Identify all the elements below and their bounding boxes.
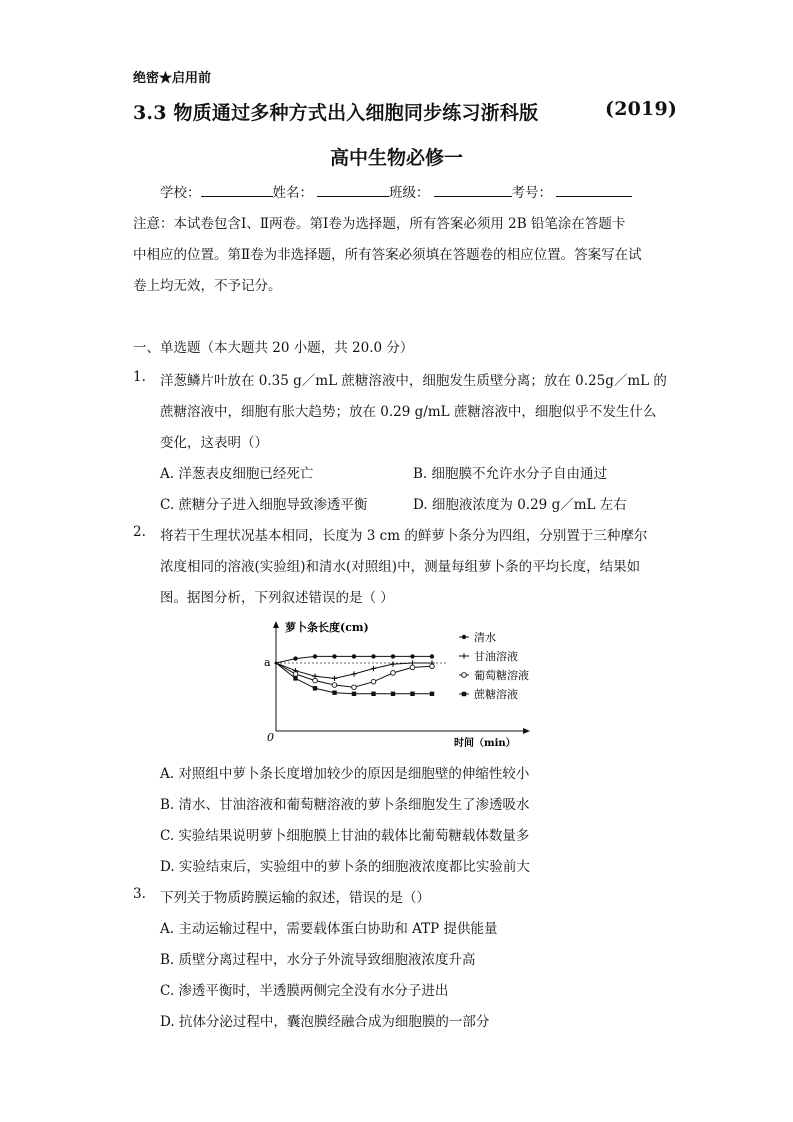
question-number: 1. [133, 369, 146, 385]
data-point [332, 691, 336, 695]
baseline-label: a [264, 656, 271, 669]
option-d[interactable]: D. 实验结束后，实验组中的萝卜条的细胞液浓度都比实验前大 [160, 859, 530, 875]
x-axis-arrow [523, 728, 530, 734]
legend-marker [461, 653, 466, 658]
question-text-line: 下列关于物质跨膜运输的叙述，错误的是（） [160, 890, 430, 906]
data-point [390, 662, 395, 667]
question-text-line: 洋葱鳞片叶放在 0.35 g／mL 蔗糖溶液中，细胞发生质壁分离；放在 0.25g／mL 的 [160, 373, 667, 389]
option-d[interactable]: D. 细胞液浓度为 0.29 g／mL 左右 [413, 497, 627, 513]
option-c[interactable]: C. 渗透平衡时，半透膜两侧完全没有水分子进出 [160, 983, 449, 999]
question-text-line: 浓度相同的溶液(实验组)和清水(对照组)中，测量每组萝卜条的平均长度，结果如 [160, 559, 641, 575]
radish-length-chart [255, 615, 555, 755]
legend-label: 蔗糖溶液 [474, 688, 518, 701]
option-c[interactable]: C. 实验结果说明萝卜细胞膜上甘油的载体比葡萄糖载体数量多 [160, 828, 530, 844]
class-label: 班级： [389, 185, 430, 201]
legend-marker [462, 692, 466, 696]
option-d[interactable]: D. 抗体分泌过程中，囊泡膜经融合成为细胞膜的一部分 [160, 1014, 490, 1030]
title-line-1 [133, 98, 678, 125]
question-text-line: 变化，这表明（） [160, 435, 268, 451]
name-blank[interactable] [317, 184, 389, 197]
data-point [351, 671, 356, 676]
title-line-2: 高中生物必修一 [329, 147, 463, 169]
start-point [275, 662, 278, 665]
data-point [430, 692, 434, 696]
data-point [430, 654, 434, 658]
y-axis-label: 萝卜条长度(cm) [285, 621, 369, 634]
data-point [293, 672, 298, 677]
notice-line: 中相应的位置。第Ⅱ卷为非选择题，所有答案必须填在答题卷的相应位置。答案写在试 [133, 247, 642, 263]
notice-line: 卷上均无效，不予记分。 [133, 278, 282, 294]
school-label: 学校： [160, 185, 201, 201]
x-axis-label: 时间（min） [454, 738, 516, 749]
legend-item [459, 668, 529, 682]
data-point [313, 678, 318, 683]
data-point [352, 654, 356, 658]
data-point [352, 692, 356, 696]
data-point [332, 654, 336, 658]
data-point [410, 692, 414, 696]
question-text-line: 蔗糖溶液中，细胞有胀大趋势；放在 0.29 g/mL 蔗糖溶液中，细胞似乎不发生什么 [160, 404, 657, 420]
question-number: 3. [133, 886, 146, 902]
data-point [371, 654, 375, 658]
data-point [293, 656, 297, 660]
section-heading: 一、单选题（本大题共 20 小题，共 20.0 分） [133, 340, 414, 356]
option-a[interactable]: A. 洋葱表皮细胞已经死亡 [160, 466, 314, 482]
legend-item [459, 687, 518, 701]
option-b[interactable]: B. 细胞膜不允许水分子自由通过 [413, 466, 608, 482]
legend [459, 630, 529, 701]
question-text-line: 图。据图分析，下列叙述错误的是（ ） [160, 590, 394, 606]
option-c[interactable]: C. 蔗糖分子进入细胞导致渗透平衡 [160, 497, 368, 513]
data-point [371, 666, 376, 671]
legend-marker [462, 673, 467, 678]
name-label: 姓名： [272, 185, 313, 201]
origin-label: 0 [267, 731, 274, 744]
data-point [371, 679, 376, 684]
data-point [410, 665, 415, 670]
exam-no-label: 考号： [511, 185, 552, 201]
legend-label: 葡萄糖溶液 [474, 669, 529, 682]
exam-no-blank[interactable] [556, 184, 632, 197]
data-point [313, 654, 317, 658]
option-a[interactable]: A. 对照组中萝卜条长度增加较少的原因是细胞壁的伸缩性较小 [160, 766, 530, 782]
legend-item [459, 649, 518, 663]
data-point [332, 683, 337, 688]
series-2 [276, 660, 435, 681]
data-point [391, 692, 395, 696]
data-point [391, 654, 395, 658]
data-point [371, 692, 375, 696]
data-point [332, 676, 337, 681]
title-year: (2019) [605, 98, 678, 120]
question-number: 2. [133, 524, 146, 540]
notice-line: 注意：本试卷包含Ⅰ、Ⅱ两卷。第Ⅰ卷为选择题，所有答案必须用 2B 铅笔涂在答题卡 [133, 216, 626, 232]
option-a[interactable]: A. 主动运输过程中，需要载体蛋白协助和 ATP 提供能量 [160, 921, 498, 937]
student-info-line [160, 181, 632, 201]
y-axis-arrow [273, 621, 279, 628]
confidential-label: 绝密★启用前 [133, 71, 212, 86]
legend-label: 清水 [474, 631, 496, 644]
school-blank[interactable] [201, 184, 273, 197]
option-b[interactable]: B. 清水、甘油溶液和葡萄糖溶液的萝卜条细胞发生了渗透吸水 [160, 797, 530, 813]
question-text-line: 将若干生理状况基本相同，长度为 3 cm 的鲜萝卜条分为四组，分别置于三种摩尔 [160, 528, 648, 544]
legend-label: 甘油溶液 [474, 650, 518, 663]
series-3 [276, 663, 434, 690]
data-point [410, 654, 414, 658]
class-blank[interactable] [434, 184, 512, 197]
data-point [293, 676, 297, 680]
option-b[interactable]: B. 质壁分离过程中，水分子外流导致细胞液浓度升高 [160, 952, 476, 968]
title-main: 3.3 物质通过多种方式出入细胞同步练习浙科版 [133, 102, 539, 124]
data-point [313, 686, 317, 690]
series-1 [276, 654, 434, 663]
data-point [391, 671, 396, 676]
data-point [430, 664, 435, 669]
legend-marker [462, 635, 466, 639]
data-point [352, 685, 357, 690]
legend-item [459, 630, 496, 644]
series-layer [275, 654, 435, 696]
